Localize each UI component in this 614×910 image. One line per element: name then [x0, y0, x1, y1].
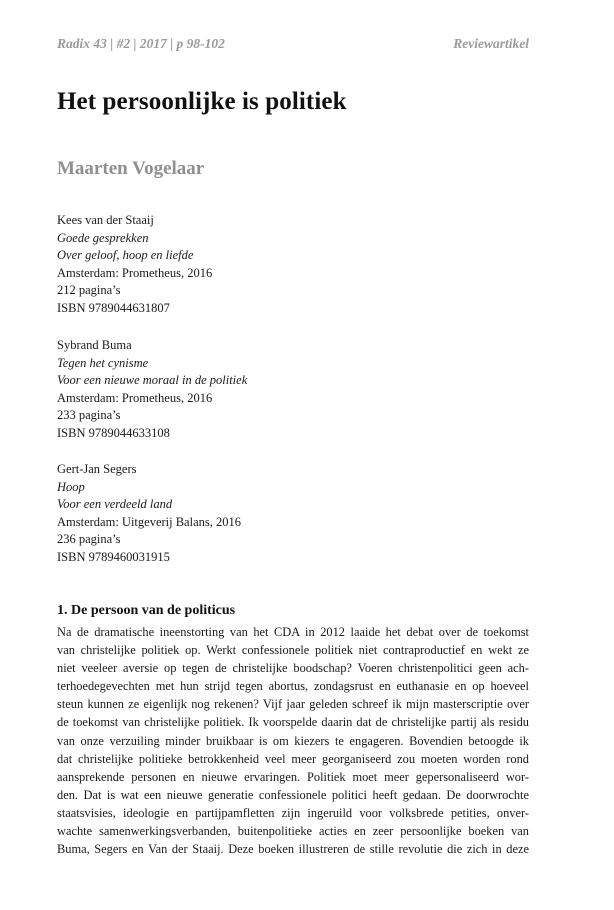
book-author: Kees van der Staaij [57, 213, 154, 227]
book-title: Hoop [57, 479, 85, 494]
text-line: steun kunnen ze eigenlijk nog rekenen? Vijf jaar geleden schreef ik mijn masterscriptie over [57, 697, 529, 712]
book-publisher: Amsterdam: Prometheus, 2016 [57, 390, 213, 405]
book-pages: 233 pagina’s [57, 408, 121, 422]
text-line: staatsvisies, ideologie en partijpamfletten zijn ingeruild voor volksbrede petities, onver- [57, 805, 529, 820]
text-line: niet veeleer aversie op tegen de christelijke boodschap? Voeren christenpolitici geen ach- [57, 661, 529, 676]
text-line: Buma, Segers en Van der Staaij. Deze boeken illustreren de stille revolutie die zich in deze [57, 842, 529, 857]
text-line: Na de dramatische ineenstorting van het CDA in 2012 laaide het debat over de toekomst [57, 625, 529, 639]
reviewed-book [57, 461, 241, 566]
text-line: dat christelijke politieke betrokkenheid veel meer georganiseerd zou moeten worden rond [57, 751, 529, 766]
article-title: Het persoonlijke is politiek [57, 88, 347, 115]
book-subtitle: Voor een nieuwe moraal in de politiek [57, 373, 248, 387]
text-line: van onze verzuiling minder bruikbaar is om kiezers te engageren. Bovendien betoogde ik [57, 733, 529, 748]
text-line: den. Dat is wat een nieuwe generatie confessionele politici heeft gedaan. De doorwrochte [57, 787, 529, 802]
book-title: Goede gesprekken [57, 230, 149, 245]
reviewed-book [57, 212, 212, 317]
article-author: Maarten Vogelaar [57, 158, 205, 179]
journal-reference: Radix 43 | #2 | 2017 | p 98-102 [57, 36, 225, 51]
book-author: Gert-Jan Segers [57, 462, 137, 476]
text-line: wachte samenwerkingsverbanden, buitenpolitieke acties en zeer persoonlijke boeken van [57, 824, 529, 839]
book-title: Tegen het cynisme [57, 355, 149, 370]
text-line: de toekomst van christelijke politiek. Ik voorspelde daarin dat de christelijke partij als residu [57, 715, 529, 730]
book-pages: 236 pagina’s [57, 532, 121, 546]
book-subtitle: Over geloof, hoop en liefde [57, 248, 194, 262]
section-heading: 1. De persoon van de politicus [57, 603, 236, 618]
text-line: terhoedegevechten met hun strijd tegen abortus, zondagsrust en euthanasie en op hoeveel [57, 679, 529, 694]
book-subtitle: Voor een verdeeld land [57, 497, 173, 511]
book-publisher: Amsterdam: Uitgeverij Balans, 2016 [57, 514, 241, 529]
book-publisher: Amsterdam: Prometheus, 2016 [57, 265, 213, 280]
running-header [57, 36, 529, 52]
reviewed-book [57, 337, 247, 442]
book-author: Sybrand Buma [57, 338, 132, 352]
book-pages: 212 pagina’s [57, 283, 121, 297]
book-isbn: ISBN 9789044631807 [57, 300, 170, 315]
text-line: aansprekende personen en nieuwe ervaringen. Politiek moet meer gepersonaliseerd wor- [57, 769, 529, 784]
book-isbn: ISBN 9789044633108 [57, 425, 170, 440]
body-paragraph [57, 623, 529, 858]
section-label: Reviewartikel [453, 36, 529, 51]
text-line: van christelijke politiek op. Werkt confessionele politiek niet contraproductief en wekt ze [57, 643, 529, 658]
book-isbn: ISBN 9789460031915 [57, 549, 170, 564]
